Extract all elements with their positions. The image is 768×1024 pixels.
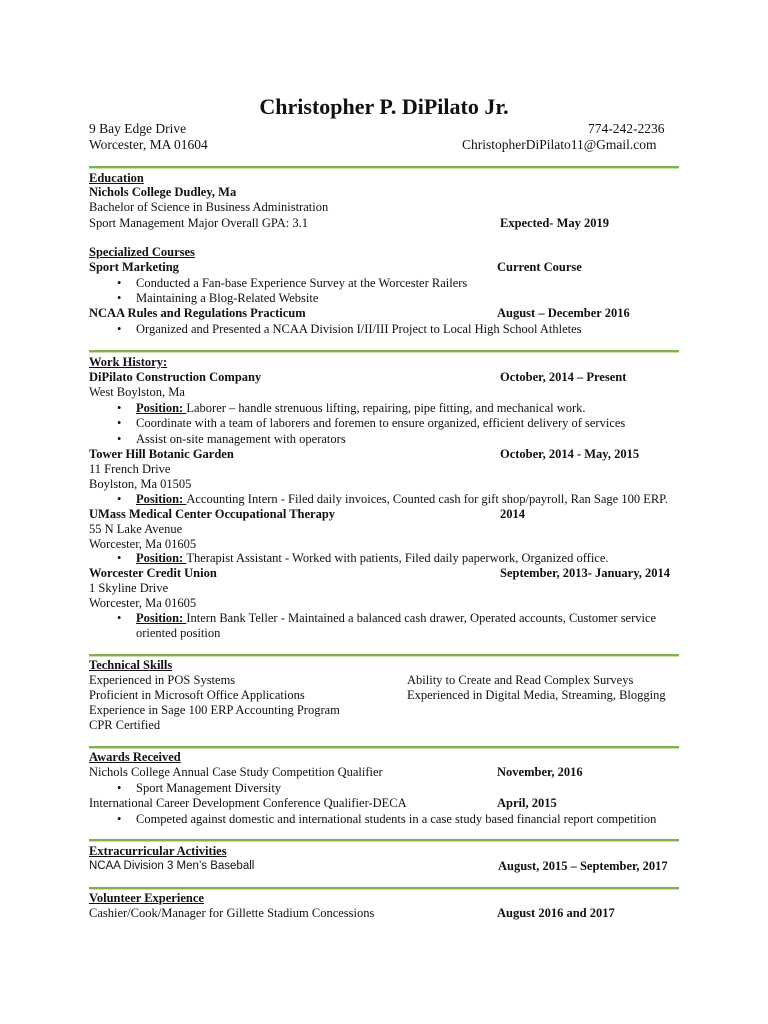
courses-heading: Specialized Courses — [89, 245, 195, 259]
email-address: ChristopherDiPilato11@Gmail.com — [462, 137, 657, 152]
skill-item: Experienced in Digital Media, Streaming, Blogging — [407, 688, 666, 702]
position-text: Accounting Intern - Filed daily invoices, Counted cash for gift shop/payroll, Ran Sage 100 ERP. — [186, 492, 668, 506]
award-bullet: Competed against domestic and international students in a case study based financial report competition — [136, 812, 657, 826]
section-divider — [89, 887, 679, 890]
position-label: Position: — [136, 611, 187, 625]
skill-item: Experienced in POS Systems — [89, 673, 236, 687]
position-text: Intern Bank Teller - Maintained a balanced cash drawer, Operated accounts, Customer service — [186, 611, 657, 625]
course-date: August – December 2016 — [497, 306, 630, 320]
course-bullet: Maintaining a Blog-Related Website — [136, 291, 319, 305]
volunteer-item: Cashier/Cook/Manager for Gillette Stadium Concessions — [89, 906, 375, 920]
work-heading: Work History: — [89, 355, 168, 369]
bullet-icon: • — [117, 276, 122, 290]
course-bullet: Organized and Presented a NCAA Division I/II/III Project to Local High School Athletes — [136, 322, 582, 336]
job-title: Worcester Credit Union — [89, 566, 217, 580]
skills-heading: Technical Skills — [89, 658, 173, 672]
bullet-icon: • — [117, 416, 122, 430]
resume-name: Christopher P. DiPilato Jr. — [259, 94, 509, 119]
position-label: Position: — [136, 551, 187, 565]
award-item: Nichols College Annual Case Study Competition Qualifier — [89, 765, 383, 779]
bullet-icon: • — [117, 812, 122, 826]
job-bullet — [136, 492, 668, 507]
bullet-icon: • — [117, 401, 122, 415]
skill-item: Ability to Create and Read Complex Surveys — [407, 673, 634, 687]
extracurricular-heading: Extracurricular Activities — [89, 844, 227, 858]
education-expected: Expected- May 2019 — [500, 216, 610, 230]
position-text: Laborer – handle strenuous lifting, repairing, pipe fitting, and mechanical work. — [186, 401, 586, 415]
bullet-icon: • — [117, 291, 122, 305]
award-item: International Career Development Conference Qualifier-DECA — [89, 796, 407, 810]
job-address: Boylston, Ma 01505 — [89, 477, 192, 491]
job-address: 1 Skyline Drive — [89, 581, 169, 595]
job-address: 55 N Lake Avenue — [89, 522, 183, 536]
address-line-1: 9 Bay Edge Drive — [89, 121, 187, 136]
section-divider — [89, 350, 679, 353]
job-date: October, 2014 - May, 2015 — [500, 447, 640, 461]
volunteer-date: August 2016 and 2017 — [497, 906, 615, 920]
section-divider — [89, 654, 679, 657]
bullet-icon: • — [117, 432, 122, 446]
section-divider — [89, 839, 679, 842]
phone-number: 774-242-2236 — [588, 121, 665, 136]
job-bullet-continuation: oriented position — [136, 626, 221, 640]
education-major: Sport Management Major Overall GPA: 3.1 — [89, 216, 308, 230]
bullet-icon: • — [117, 492, 122, 506]
bullet-icon: • — [117, 781, 122, 795]
job-location: West Boylston, Ma — [89, 385, 185, 399]
volunteer-heading: Volunteer Experience — [89, 891, 204, 905]
job-title: Tower Hill Botanic Garden — [89, 447, 234, 461]
section-divider — [89, 166, 679, 169]
education-school: Nichols College Dudley, Ma — [89, 185, 237, 199]
job-address: Worcester, Ma 01605 — [89, 537, 197, 551]
course-title: NCAA Rules and Regulations Practicum — [89, 306, 306, 320]
job-title: UMass Medical Center Occupational Therapy — [89, 507, 336, 521]
award-date: November, 2016 — [497, 765, 583, 779]
awards-heading: Awards Received — [89, 750, 181, 764]
job-bullet — [136, 551, 609, 566]
education-heading: Education — [89, 171, 144, 185]
bullet-icon: • — [117, 322, 122, 336]
job-bullet: Coordinate with a team of laborers and foremen to ensure organized, efficient delivery of services — [136, 416, 626, 430]
extracurricular-date: August, 2015 – September, 2017 — [498, 859, 668, 873]
course-date: Current Course — [497, 260, 582, 274]
section-divider — [89, 746, 679, 749]
job-date: October, 2014 – Present — [500, 370, 627, 384]
address-line-2: Worcester, MA 01604 — [89, 137, 208, 152]
job-address: Worcester, Ma 01605 — [89, 596, 197, 610]
bullet-icon: • — [117, 551, 122, 565]
job-bullet: Assist on-site management with operators — [136, 432, 346, 446]
job-address: 11 French Drive — [89, 462, 171, 476]
bullet-icon: • — [117, 611, 122, 625]
job-bullet — [136, 611, 656, 626]
position-label: Position: — [136, 401, 187, 415]
skill-item: Experience in Sage 100 ERP Accounting Program — [89, 703, 340, 717]
job-title: DiPilato Construction Company — [89, 370, 262, 384]
award-date: April, 2015 — [497, 796, 557, 810]
skill-item: Proficient in Microsoft Office Applications — [89, 688, 305, 702]
position-text: Therapist Assistant - Worked with patients, Filed daily paperwork, Organized office. — [186, 551, 609, 565]
job-bullet — [136, 401, 586, 416]
position-label: Position: — [136, 492, 187, 506]
job-date: September, 2013- January, 2014 — [500, 566, 671, 580]
skill-item: CPR Certified — [89, 718, 161, 732]
course-title: Sport Marketing — [89, 260, 179, 274]
award-bullet: Sport Management Diversity — [136, 781, 282, 795]
job-date: 2014 — [500, 507, 525, 521]
extracurricular-item: NCAA Division 3 Men’s Baseball — [89, 860, 255, 872]
education-degree: Bachelor of Science in Business Administration — [89, 200, 329, 214]
course-bullet: Conducted a Fan-base Experience Survey at the Worcester Railers — [136, 276, 468, 290]
